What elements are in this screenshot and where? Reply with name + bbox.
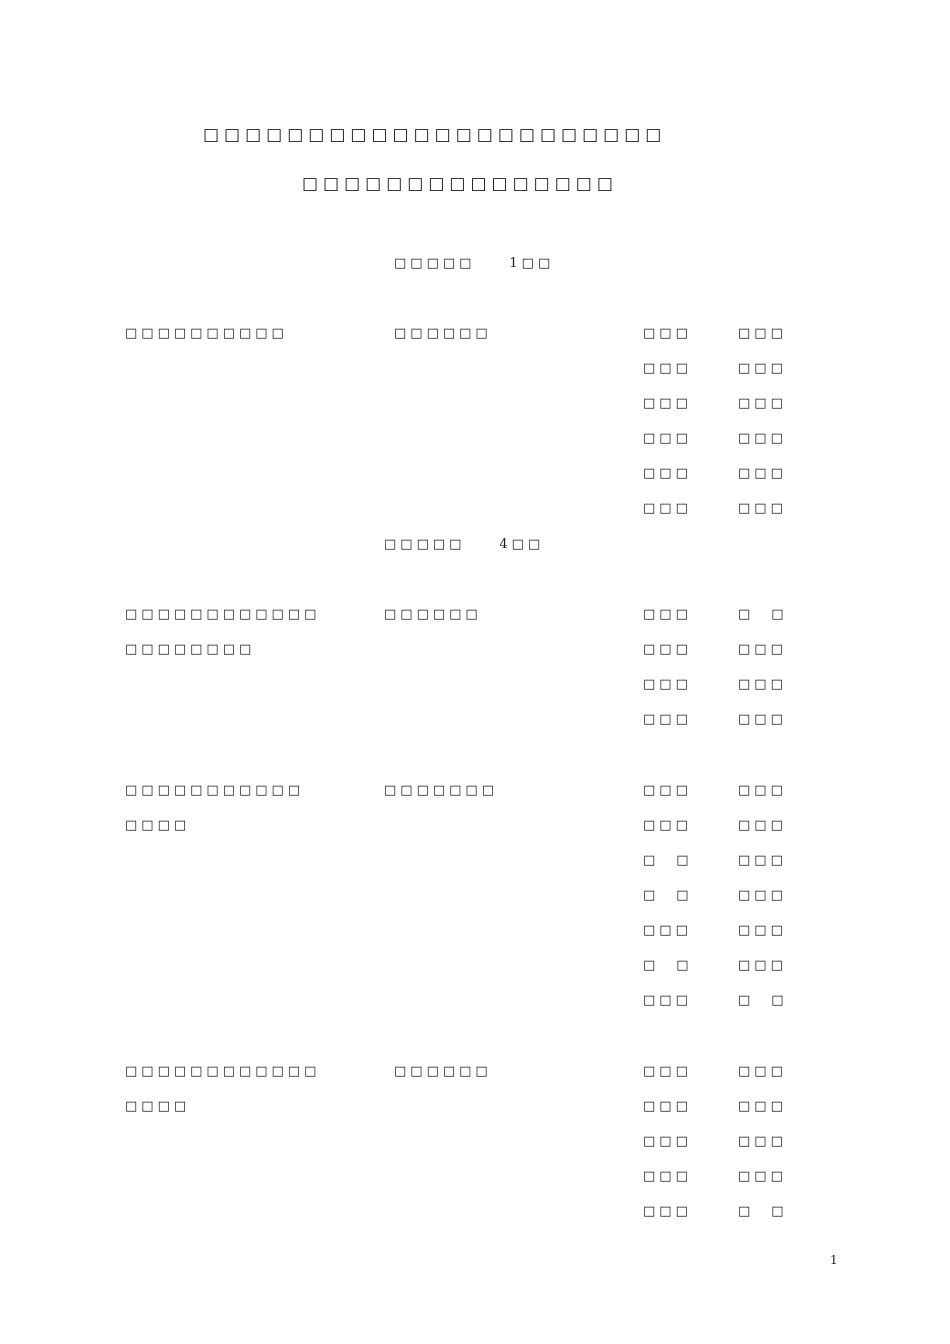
member-name: □□□ <box>738 501 787 516</box>
member-name: □□□ <box>738 642 787 657</box>
member-name: □□□ <box>643 361 692 376</box>
member-name: □□□ <box>738 783 787 798</box>
member-name: □□□ <box>738 1169 787 1184</box>
member-name: □□□ <box>643 642 692 657</box>
org-name: □□□□ <box>125 1099 191 1114</box>
member-name: □□□ <box>643 1134 692 1149</box>
member-name: □ □ <box>738 1204 788 1219</box>
member-name: □□□ <box>643 923 692 938</box>
role-label: □□□□□□ <box>394 1064 492 1079</box>
section-heading: □□□□□ 1□□ <box>394 256 555 271</box>
member-name: □□□ <box>738 1134 787 1149</box>
member-name: □□□ <box>643 712 692 727</box>
member-name: □□□ <box>643 993 692 1008</box>
member-name: □ □ <box>738 607 788 622</box>
org-name: □□□□□□□□□□ <box>125 326 288 341</box>
member-name: □□□ <box>738 431 787 446</box>
member-name: □□□ <box>643 1169 692 1184</box>
member-name: □□□ <box>643 326 692 341</box>
member-name: □□□ <box>643 607 692 622</box>
title-line-1: □□□□□□□□□□□□□□□□□□□□□□ <box>203 125 667 145</box>
member-name: □□□ <box>643 677 692 692</box>
org-name: □□□□□□□□ <box>125 642 256 657</box>
member-name: □□□ <box>738 1099 787 1114</box>
member-name: □□□ <box>738 923 787 938</box>
page-number: 1 <box>830 1253 838 1267</box>
member-name: □□□ <box>738 818 787 833</box>
member-name: □□□ <box>738 853 787 868</box>
role-label: □□□□□□ <box>384 607 482 622</box>
member-name: □□□ <box>738 958 787 973</box>
member-name: □□□ <box>643 1204 692 1219</box>
org-name: □□□□□□□□□□□□ <box>125 607 321 622</box>
member-name: □□□ <box>738 1064 787 1079</box>
member-name: □□□ <box>643 396 692 411</box>
member-name: □ □ <box>643 888 693 903</box>
role-label: □□□□□□ <box>394 326 492 341</box>
member-name: □□□ <box>738 466 787 481</box>
member-name: □□□ <box>643 818 692 833</box>
member-name: □□□ <box>643 431 692 446</box>
member-name: □□□ <box>643 1099 692 1114</box>
member-name: □□□ <box>738 361 787 376</box>
member-name: □□□ <box>643 1064 692 1079</box>
org-name: □□□□□□□□□□□ <box>125 783 305 798</box>
title-line-2: □□□□□□□□□□□□□□□ <box>302 174 618 194</box>
member-name: □□□ <box>643 501 692 516</box>
member-name: □ □ <box>643 958 693 973</box>
org-name: □□□□ <box>125 818 191 833</box>
member-name: □□□ <box>738 888 787 903</box>
member-name: □□□ <box>738 677 787 692</box>
member-name: □□□ <box>643 466 692 481</box>
org-name: □□□□□□□□□□□□ <box>125 1064 321 1079</box>
member-name: □□□ <box>738 326 787 341</box>
member-name: □ □ <box>643 853 693 868</box>
role-label: □□□□□□□ <box>384 783 498 798</box>
member-name: □□□ <box>738 712 787 727</box>
member-name: □□□ <box>643 783 692 798</box>
member-name: □□□ <box>738 396 787 411</box>
section-heading: □□□□□ 4□□ <box>384 537 545 552</box>
member-name: □ □ <box>738 993 788 1008</box>
